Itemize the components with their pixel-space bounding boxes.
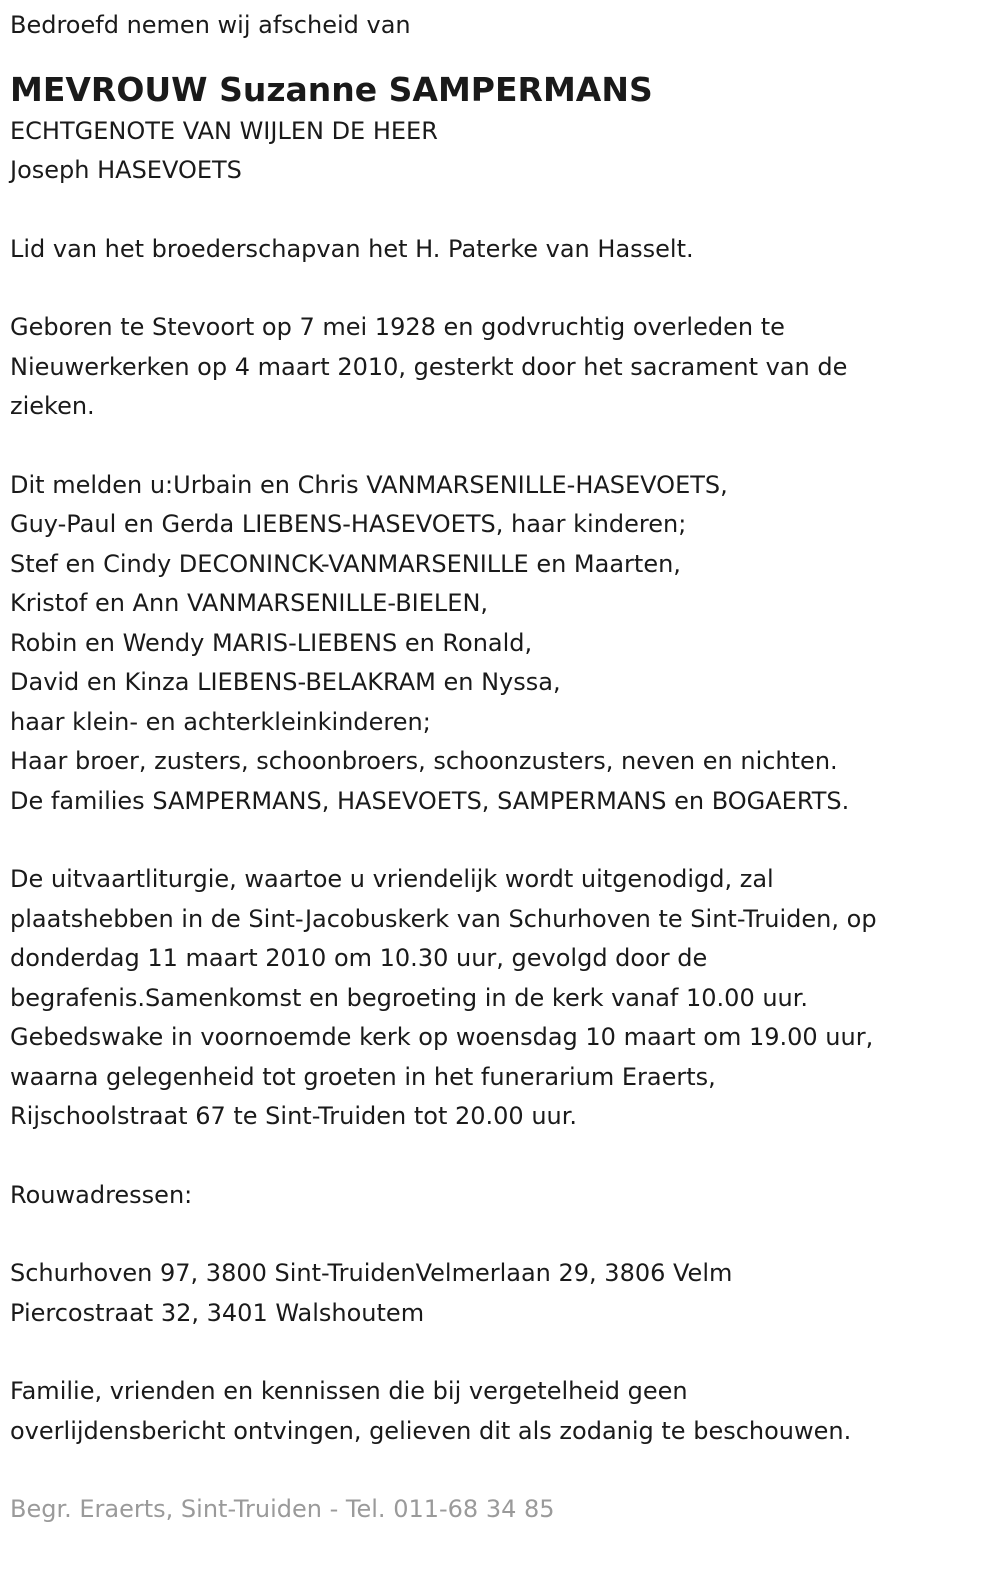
address-line: Piercostraat 32, 3401 Walshoutem <box>10 1298 425 1327</box>
family-line: David en Kinza LIEBENS-BELAKRAM en Nyssa, <box>10 668 561 696</box>
spouse-name: Joseph HASEVOETS <box>10 156 242 184</box>
footer-block <box>10 1490 990 1530</box>
deceased-name: MEVROUW Suzanne SAMPERMANS <box>10 69 653 109</box>
family-line: Dit melden u:Urbain en Chris VANMARSENILLE-HASEVOETS, <box>10 470 728 499</box>
membership-text: Lid van het broederschapvan het H. Paterke van Hasselt. <box>10 234 694 263</box>
closing-line: overlijdensbericht ontvingen, gelieven dit als zodanig te beschouwen. <box>10 1416 852 1445</box>
spouse-title: ECHTGENOTE VAN WIJLEN DE HEER <box>10 116 438 145</box>
funeral-block <box>10 860 990 1137</box>
undertaker-footer: Begr. Eraerts, Sint-Truiden - Tel. 011-68 34 85 <box>10 1495 555 1523</box>
address-line: Schurhoven 97, 3800 Sint-TruidenVelmerlaan 29, 3806 Velm <box>10 1259 733 1287</box>
closing-line: Familie, vrienden en kennissen die bij vergetelheid geen <box>10 1377 688 1405</box>
funeral-line: waarna gelegenheid tot groeten in het funerarium Eraerts, <box>10 1062 716 1091</box>
funeral-line: De uitvaartliturgie, waartoe u vriendelijk wordt uitgenodigd, zal <box>10 865 774 893</box>
birth-death-block <box>10 308 990 427</box>
funeral-line: Gebedswake in voornoemde kerk op woensdag 10 maart om 19.00 uur, <box>10 1023 874 1051</box>
family-line: Robin en Wendy MARIS-LIEBENS en Ronald, <box>10 628 533 657</box>
closing-block <box>10 1372 990 1451</box>
addresses-heading: Rouwadressen: <box>10 1180 193 1209</box>
family-block <box>10 466 990 822</box>
obituary-notice <box>10 0 990 1530</box>
family-line: haar klein- en achterkleinkinderen; <box>10 707 431 736</box>
funeral-line: donderdag 11 maart 2010 om 10.30 uur, gevolgd door de <box>10 944 708 972</box>
membership-block <box>10 230 990 270</box>
family-line: Kristof en Ann VANMARSENILLE-BIELEN, <box>10 589 489 617</box>
intro-text: Bedroefd nemen wij afscheid van <box>10 11 411 39</box>
family-line: Stef en Cindy DECONINCK-VANMARSENILLE en Maarten, <box>10 549 681 578</box>
funeral-line: begrafenis.Samenkomst en begroeting in de kerk vanaf 10.00 uur. <box>10 983 809 1012</box>
birth-death-line: Nieuwerkerken op 4 maart 2010, gesterkt door het sacrament van de <box>10 352 848 381</box>
birth-death-line: Geboren te Stevoort op 7 mei 1928 en godvruchtig overleden te <box>10 313 785 341</box>
funeral-line: plaatshebben in de Sint-Jacobuskerk van Schurhoven te Sint-Truiden, op <box>10 904 877 933</box>
family-line: Guy-Paul en Gerda LIEBENS-HASEVOETS, haar kinderen; <box>10 510 687 538</box>
addresses-block <box>10 1254 990 1333</box>
family-line: De families SAMPERMANS, HASEVOETS, SAMPERMANS en BOGAERTS. <box>10 786 850 815</box>
addresses-heading-block <box>10 1176 990 1216</box>
family-line: Haar broer, zusters, schoonbroers, schoonzusters, neven en nichten. <box>10 747 838 775</box>
birth-death-line: zieken. <box>10 392 95 420</box>
funeral-line: Rijschoolstraat 67 te Sint-Truiden tot 20.00 uur. <box>10 1102 578 1130</box>
